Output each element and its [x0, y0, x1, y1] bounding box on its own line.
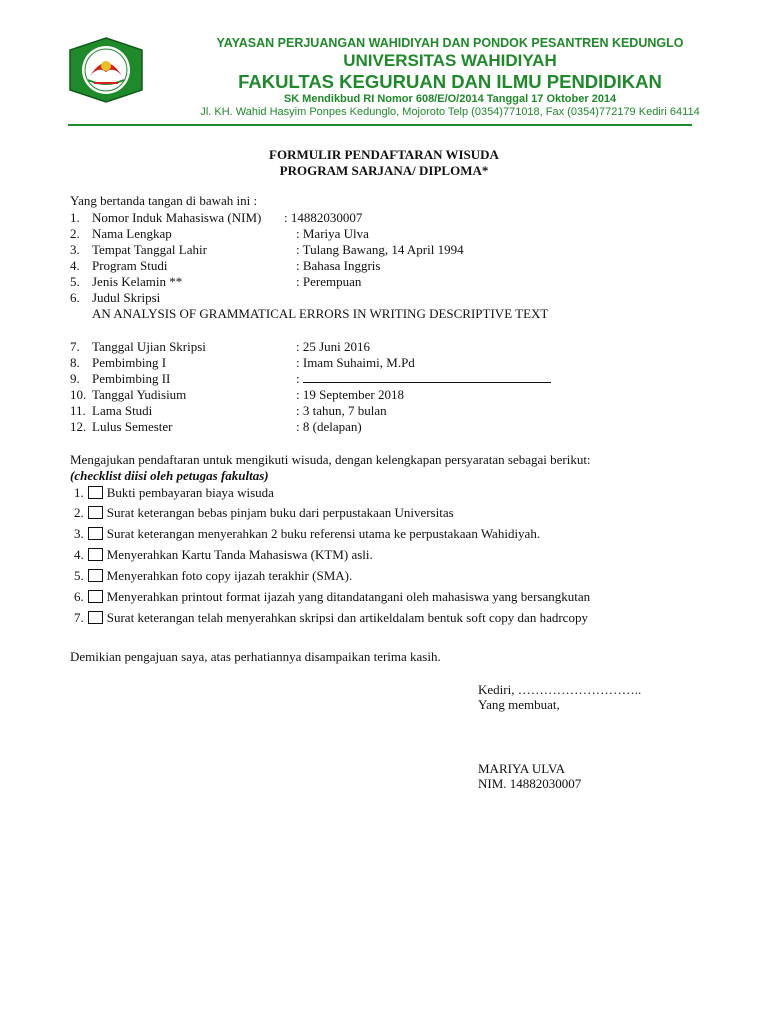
field-number: 8.	[70, 355, 80, 370]
field-label-advisor1: Pembimbing I	[92, 355, 167, 370]
university-logo	[66, 36, 146, 104]
field-number: 9.	[70, 371, 80, 386]
checklist-text: Surat keterangan bebas pinjam buku dari perpustakaan Universitas	[106, 505, 454, 520]
checkbox[interactable]	[88, 527, 103, 540]
checklist-item	[74, 589, 590, 605]
field-number: 5.	[70, 274, 80, 289]
checklist-item	[74, 568, 352, 584]
field-label-study-length: Lama Studi	[92, 403, 153, 418]
field-label-birth: Tempat Tanggal Lahir	[92, 242, 207, 257]
form-subtitle: PROGRAM SARJANA/ DIPLOMA*	[279, 163, 489, 178]
field-label-exam-date: Tanggal Ujian Skripsi	[92, 339, 206, 354]
field-value-program: : Bahasa Inggris	[296, 258, 381, 273]
university-name: UNIVERSITAS WAHIDIYAH	[343, 51, 557, 70]
field-value-birth: : Tulang Bawang, 14 April 1994	[296, 242, 464, 257]
form-title: FORMULIR PENDAFTARAN WISUDA	[269, 147, 499, 162]
field-label-nim: Nomor Induk Mahasiswa (NIM)	[92, 210, 262, 225]
address-line: Jl. KH. Wahid Hasyim Ponpes Kedunglo, Mojoroto Telp (0354)771018, Fax (0354)772179 Kediri 64114	[200, 106, 700, 118]
field-value-yudisium: : 19 September 2018	[296, 387, 404, 402]
checklist-text: Menyerahkan printout format ijazah yang ditandatangani oleh mahasiswa yang bersangkutan	[106, 589, 591, 604]
field-number: 12.	[70, 419, 87, 434]
request-text: Mengajukan pendaftaran untuk mengikuti wisuda, dengan kelengkapan persyaratan sebagai berikut:	[70, 452, 591, 467]
field-value-exam-date: : 25 Juni 2016	[296, 339, 371, 354]
letterhead	[0, 0, 768, 128]
field-number: 3.	[70, 242, 80, 257]
signer-name: MARIYA ULVA	[478, 761, 566, 776]
checklist-text: Surat keterangan telah menyerahkan skripsi dan artikeldalam bentuk soft copy dan hadrcopy	[106, 610, 588, 625]
field-number: 7.	[70, 339, 80, 354]
advisor2-colon: :	[296, 371, 300, 386]
field-label-yudisium: Tanggal Yudisium	[92, 387, 187, 402]
checklist-number: 2.	[74, 505, 84, 520]
foundation-name: YAYASAN PERJUANGAN WAHIDIYAH DAN PONDOK PESANTREN KEDUNGLO	[216, 36, 684, 50]
field-label-program: Program Studi	[92, 258, 168, 273]
field-value-nim: : 14882030007	[284, 210, 363, 225]
decree-line: SK Mendikbud RI Nomor 608/E/O/2014 Tanggal 17 Oktober 2014	[283, 93, 617, 105]
checklist-text: Surat keterangan menyerahkan 2 buku referensi utama ke perpustakaan Wahidiyah.	[106, 526, 541, 541]
intro-text: Yang bertanda tangan di bawah ini :	[70, 193, 258, 208]
field-value-study-length: : 3 tahun, 7 bulan	[296, 403, 387, 418]
closing-text: Demikian pengajuan saya, atas perhatiannya disampaikan terima kasih.	[70, 649, 441, 664]
field-number: 2.	[70, 226, 80, 241]
field-value-gender: : Perempuan	[296, 274, 362, 289]
field-label-semester: Lulus Semester	[92, 419, 173, 434]
faculty-name: FAKULTAS KEGURUAN DAN ILMU PENDIDIKAN	[238, 71, 662, 92]
checkbox[interactable]	[88, 611, 103, 624]
made-by-label: Yang membuat,	[478, 697, 560, 712]
field-label-gender: Jenis Kelamin **	[92, 274, 183, 289]
checklist-number: 3.	[74, 526, 84, 541]
checklist-number: 1.	[74, 485, 84, 500]
field-label-name: Nama Lengkap	[92, 226, 172, 241]
thesis-title: AN ANALYSIS OF GRAMMATICAL ERRORS IN WRITING DESCRIPTIVE TEXT	[92, 306, 549, 321]
checklist-item	[74, 547, 373, 563]
checkbox[interactable]	[88, 569, 103, 582]
checklist-text: Menyerahkan Kartu Tanda Mahasiswa (KTM) asli.	[106, 547, 373, 562]
field-label-thesis: Judul Skripsi	[92, 290, 161, 305]
checkbox[interactable]	[88, 590, 103, 603]
field-label-advisor2: Pembimbing II	[92, 371, 171, 386]
field-number: 10.	[70, 387, 87, 402]
checklist-number: 4.	[74, 547, 84, 562]
checklist-text: Menyerahkan foto copy ijazah terakhir (SMA).	[106, 568, 353, 583]
field-number: 4.	[70, 258, 80, 273]
field-value-advisor1: : Imam Suhaimi, M.Pd	[296, 355, 415, 370]
checklist-item	[74, 610, 588, 626]
field-number: 6.	[70, 290, 80, 305]
header-divider	[68, 124, 692, 126]
place-date: Kediri, ………………………..	[478, 682, 642, 697]
field-value-name: : Mariya Ulva	[296, 226, 369, 241]
field-number: 11.	[70, 403, 86, 418]
checklist-number: 7.	[74, 610, 84, 625]
checkbox[interactable]	[88, 548, 103, 561]
checklist-item	[74, 485, 274, 501]
signer-nim: NIM. 14882030007	[478, 776, 582, 791]
checkbox[interactable]	[88, 486, 103, 499]
field-number: 1.	[70, 210, 80, 225]
checklist-item	[74, 505, 454, 521]
checklist-note: (checklist diisi oleh petugas fakultas)	[70, 468, 269, 483]
checklist-number: 6.	[74, 589, 84, 604]
checklist-text: Bukti pembayaran biaya wisuda	[106, 485, 274, 500]
checkbox[interactable]	[88, 506, 103, 519]
checklist-item	[74, 526, 540, 542]
checklist-number: 5.	[74, 568, 84, 583]
field-value-advisor2	[296, 371, 551, 387]
field-value-semester: : 8 (delapan)	[296, 419, 362, 434]
advisor2-blank-line	[303, 371, 551, 383]
